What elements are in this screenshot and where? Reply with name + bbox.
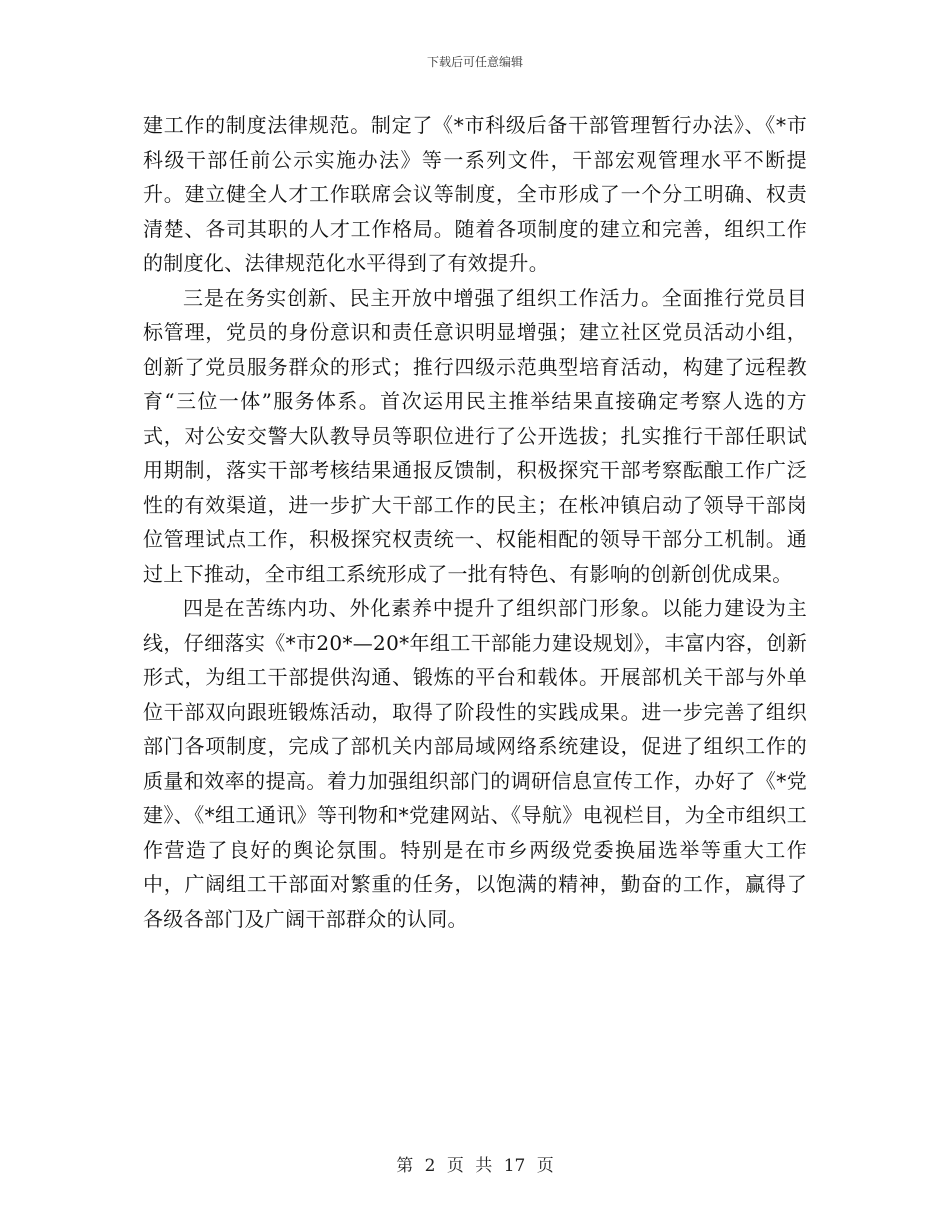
page-number-footer: 第 2 页 共 17 页 <box>396 1156 554 1176</box>
paragraph-point-four: 四是在苦练内功、外化素养中提升了组织部门形象。以能力建设为主线，仔细落实《*市20*—20*年组工干部能力建设规划》，丰富内容，创新形式，为组工干部提供沟通、锻炼的平台和载体。开展部机关干部与外单位干部双向跟班锻炼活动，取得了阶段性的实践成果。进一步完善了组织部门各项制度，完成了部机关内部局域网络系统建设，促进了组织工作的质量和效率的提高。着力加强组织部门的调研信息宣传工作，办好了《*党建》、《*组工通讯》等刊物和*党建网站、《导航》电视栏目，为全市组织工作营造了良好的舆论氛围。特别是在市乡两级党委换届选举等重大工作中，广阔组工干部面对繁重的任务，以饱满的精神，勤奋的工作，赢得了各级各部门及广阔干部群众的认同。 <box>143 596 807 931</box>
paragraph-continuation: 建工作的制度法律规范。制定了《*市科级后备干部管理暂行办法》、《*市科级干部任前公示实施办法》等一系列文件，干部宏观管理水平不断提升。建立健全人才工作联席会议等制度，全市形成了一个分工明确、权责清楚、各司其职的人才工作格局。随着各项制度的建立和完善，组织工作的制度化、法律规范化水平得到了有效提升。 <box>143 113 807 275</box>
page-header: 下载后可任意编辑 <box>426 55 523 69</box>
paragraph-point-three: 三是在务实创新、民主开放中增强了组织工作活力。全面推行党员目标管理，党员的身份意识和责任意识明显增强；建立社区党员活动小组，创新了党员服务群众的形式；推行四级示范典型培育活动，构建了远程教育“三位一体”服务体系。首次运用民主推举结果直接确定考察人选的方式，对公安交警大队教导员等职位进行了公开选拔；扎实推行干部任职试用期制，落实干部考核结果通报反馈制，积极探究干部考察酝酿工作广泛性的有效渠道，进一步扩大干部工作的民主；在枨冲镇启动了领导干部岗位管理试点工作，积极探究权责统一、权能相配的领导干部分工机制。通过上下推动，全市组工系统形成了一批有特色、有影响的创新创优成果。 <box>143 285 807 586</box>
document-body <box>143 108 807 936</box>
